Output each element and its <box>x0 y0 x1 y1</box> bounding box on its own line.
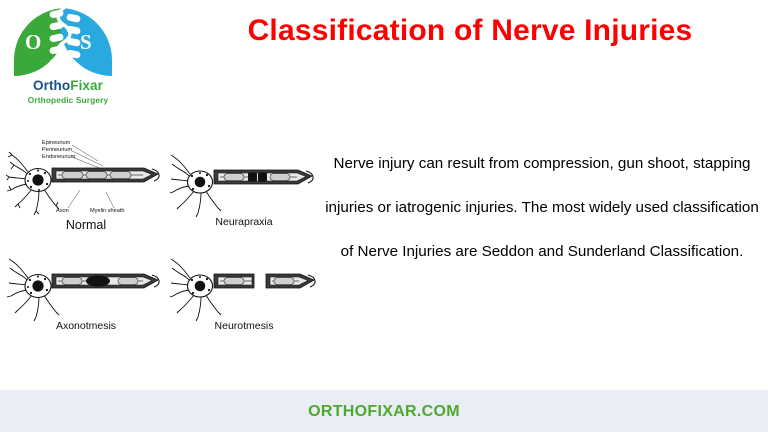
leaf-spine-icon <box>14 6 118 80</box>
spine-icon <box>48 6 82 80</box>
axonotmesis-illustration <box>6 238 166 322</box>
brand-name <box>16 78 120 93</box>
brand-fixar: Fixar <box>70 78 104 93</box>
nerve-injury-classification-diagram <box>6 128 318 340</box>
panel-normal <box>6 128 166 234</box>
orthofixar-logo[interactable] <box>8 6 124 110</box>
neurapraxia-illustration <box>170 134 318 218</box>
page-title: Classification of Nerve Injuries <box>247 14 693 47</box>
panel-label-axonotmesis: Axonotmesis <box>55 320 117 332</box>
panel-axonotmesis <box>6 238 166 336</box>
neurotmesis-illustration <box>170 238 318 322</box>
logo-letter-left: O <box>25 30 42 54</box>
panel-label-neurotmesis: Neurotmesis <box>214 320 274 332</box>
logo-letter-right: S <box>80 30 92 54</box>
callout-perineurium: Perineurium <box>42 147 73 153</box>
brand-ortho: Ortho <box>32 78 71 93</box>
callout-epineurium: Epineurium <box>42 140 71 146</box>
panel-label-neurapraxia: Neurapraxia <box>215 216 273 228</box>
panel-neurotmesis <box>170 238 318 336</box>
brand-tagline: Orthopedic Surgery <box>27 95 109 105</box>
callout-endoneurium: Endoneurium <box>42 154 76 160</box>
callout-myelin-sheath: Myelin sheath <box>90 208 125 214</box>
callout-axon: Axon <box>56 208 69 214</box>
normal-nerve-illustration <box>6 128 166 220</box>
body-paragraph: Nerve injury can result from compression, gun shoot, stapping injuries or iatrogenic injuries. The most widely used classification of Nerve Injuries are Seddon and Sunderland Classification. <box>325 155 759 260</box>
panel-label-normal: Normal <box>65 218 107 232</box>
footer-site-label[interactable]: ORTHOFIXAR.COM <box>308 403 460 420</box>
panel-neurapraxia <box>170 134 318 234</box>
